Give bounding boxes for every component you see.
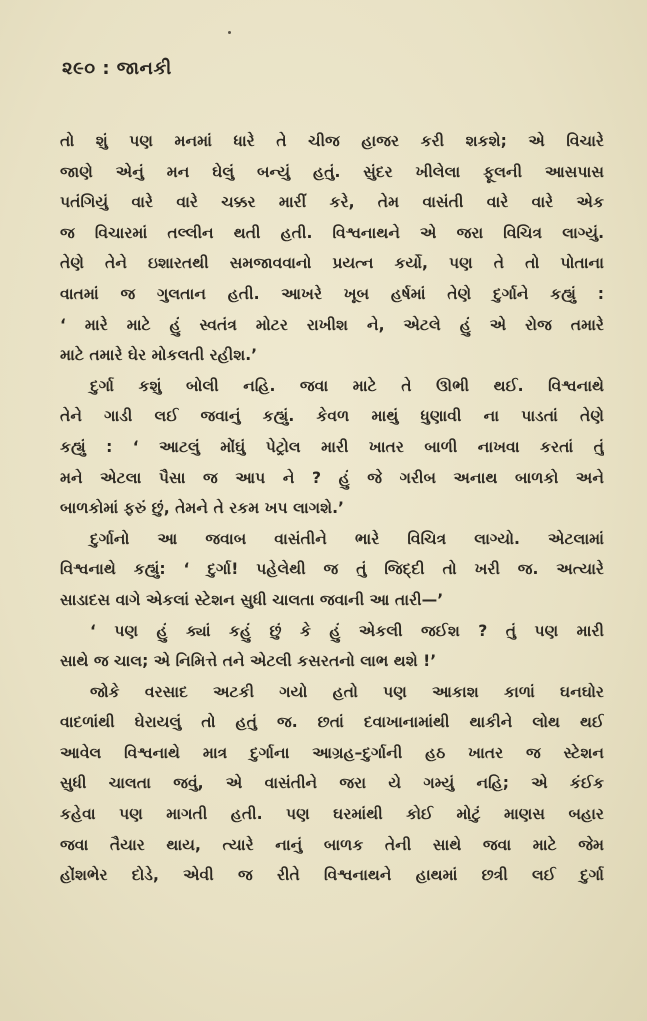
text-line: દુર્ગાનો આ જવાબ વાસંતીને ભારે વિચિત્ર લાગ્યો. એટલામાં — [90, 529, 604, 548]
text-line: મને એટલા પૈસા જ આપ ને ? હું જે ગરીબ અનાથ બાળકો અને — [60, 468, 604, 487]
text-line: કહ્યું : ‘ આટલું મોંઘું પેટ્રોલ મારી ખાતર બાળી નાખવા કરતાં તું — [60, 437, 604, 456]
text-line: વાદળાંથી ઘેરાયલું તો હતું જ. છતાં દવાખાનામાંથી થાકીને લોથ થઈ — [60, 713, 604, 732]
paragraph-1 — [60, 126, 604, 371]
text-line: બાળકોમાં ફરું છું, તેમને તે રકમ ખપ લાગશે.’ — [60, 499, 344, 518]
text-line: હોંશભેર દોડે, એવી જ રીતે વિશ્વનાથને હાથમાં છત્રી લઈ દુર્ગા — [60, 866, 604, 885]
paper-speck — [228, 31, 231, 34]
text-line: સાથે જ ચાલ; એ નિમિત્તે તને એટલી કસરતનો લાભ થશે !’ — [60, 652, 437, 671]
text-line: ‘ મારે માટે હું સ્વતંત્ર મોટર રાખીશ ને, એટલે હું એ રોજ તમારે — [60, 315, 604, 334]
page-header: ૨૯૦ : જાનકી — [62, 58, 172, 79]
text-line: જાણે એનું મન ઘેલું બન્યું હતું. સુંદર ખીલેલા ફૂલની આસપાસ — [60, 162, 604, 181]
text-line: વિશ્વનાથે કહ્યું: ‘ દુર્ગા! પહેલેથી જ તું જિદ્દી તો ખરી જ. અત્યારે — [60, 560, 604, 579]
text-line: દુર્ગા કશું બોલી નહિ. જવા માટે તે ઊભી થઈ. વિશ્વનાથે — [90, 376, 604, 395]
text-line: કહેવા પણ માગતી હતી. પણ ઘરમાંથી કોઈ મોટું માણસ બહાર — [60, 805, 604, 824]
paragraph-4 — [60, 616, 604, 677]
text-line: જ વિચારમાં તલ્લીન થતી હતી. વિશ્વનાથને એ જરા વિચિત્ર લાગ્યું. — [60, 223, 604, 242]
paragraph-5 — [60, 677, 604, 891]
paragraph-2 — [60, 371, 604, 524]
text-line: ‘ પણ હું ક્યાં કહું છું કે હું એકલી જઈશ ? તું પણ મારી — [90, 621, 604, 640]
text-line: પતંગિયું વારે વારે ચક્કર મારીં કરે, તેમ વાસંતી વારે વારે એક — [60, 193, 604, 212]
text-line: તેને ગાડી લઈ જવાનું કહ્યું. કેવળ માથું ધુણાવી ના પાડતાં તેણે — [60, 407, 604, 426]
text-line: વાતમાં જ ગુલતાન હતી. આખરે ખૂબ હર્ષમાં તેણે દુર્ગાને કહ્યું : — [60, 284, 604, 303]
text-line: માટે તમારે ઘેર મોકલતી રહીશ.’ — [60, 346, 258, 365]
text-line: જોકે વરસાદ અટકી ગયો હતો પણ આકાશ કાળાં ઘનઘોર — [90, 682, 604, 701]
text-line: તેણે તેને ઇશારતથી સમજાવવાનો પ્રયત્ન કર્યો, પણ તે તો પોતાના — [60, 254, 604, 273]
page-body — [60, 126, 604, 891]
paragraph-3 — [60, 524, 604, 616]
text-line: તો શું પણ મનમાં ધારે તે ચીજ હાજર કરી શકશે; એ વિચારે — [60, 132, 604, 150]
text-line: સાડાદસ વાગે એકલાં સ્ટેશન સુધી ચાલતા જવાની આ તારી—’ — [60, 590, 444, 609]
text-line: જવા તૈયાર થાય, ત્યારે નાનું બાળક તેની સાથે જવા માટે જેમ — [60, 835, 604, 854]
text-line: સુધી ચાલતા જવું, એ વાસંતીને જરા યે ગમ્યું નહિ; એ કંઈક — [60, 774, 604, 793]
text-line: આવેલ વિશ્વનાથે માત્ર દુર્ગાના આગ્રહ–દુર્ગાની હઠ ખાતર જ સ્ટેશન — [60, 743, 604, 762]
